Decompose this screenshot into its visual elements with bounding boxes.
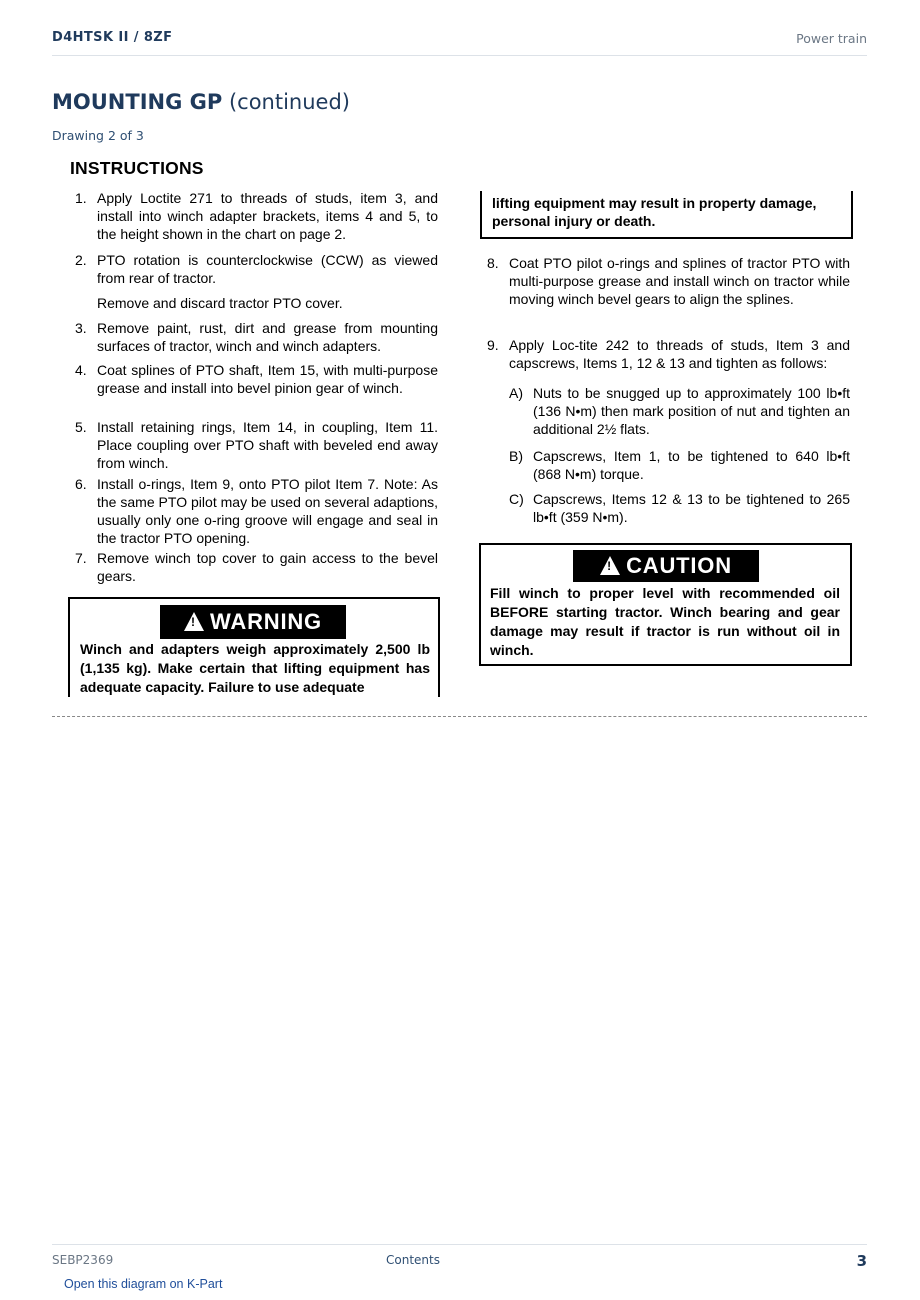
header-divider: [52, 55, 867, 56]
instruction-substep: [509, 384, 850, 438]
substep-letter: A): [509, 385, 523, 401]
caution-banner: [573, 550, 759, 582]
step-text: Install o-rings, Item 9, onto PTO pilot Item 7. Note: As the same PTO pilot may be used on several adaptions, usually only one o-ring groove will engage and seal in the tractor PTO opening.: [97, 476, 438, 546]
warning-text: Winch and adapters weigh approximately 2,500 lb (1,135 kg). Make certain that lifting equipment has adequate capacity. Failure to use adequate: [80, 641, 430, 695]
step-text: PTO rotation is counterclockwise (CCW) as viewed from rear of tractor.: [97, 252, 438, 286]
instruction-substep: [509, 447, 850, 483]
instruction-step: [75, 549, 438, 585]
instruction-step: [487, 254, 850, 308]
caution-label: CAUTION: [626, 553, 732, 578]
warning-text-continued: lifting equipment may result in property damage, personal injury or death.: [492, 195, 817, 229]
footer-divider: [52, 1244, 867, 1245]
instruction-step: [75, 361, 438, 397]
substep-text: Capscrews, Item 1, to be tightened to 640 lb•ft (868 N•m) torque.: [533, 448, 850, 482]
caution-triangle-icon: [600, 556, 620, 575]
open-diagram-link[interactable]: Open this diagram on K-Part: [64, 1277, 223, 1291]
instruction-step: [75, 475, 438, 547]
step-text: Remove paint, rust, dirt and grease from mounting surfaces of tractor, winch and winch adapters.: [97, 320, 438, 354]
instruction-step: [75, 189, 438, 243]
contents-link[interactable]: Contents: [386, 1253, 440, 1267]
step-number: 7.: [75, 550, 87, 566]
substep-text: Nuts to be snugged up to approximately 100 lb•ft (136 N•m) then mark position of nut and tighten an additional 2½ flats.: [533, 385, 850, 437]
step-text: Remove and discard tractor PTO cover.: [97, 295, 343, 311]
step-number: 1.: [75, 190, 87, 206]
warning-banner: [160, 605, 346, 639]
substep-letter: C): [509, 491, 524, 507]
step-number: 8.: [487, 255, 499, 271]
substep-letter: B): [509, 448, 523, 464]
warning-triangle-icon: [184, 612, 204, 631]
substep-text: Capscrews, Items 12 & 13 to be tightened to 265 lb•ft (359 N•m).: [533, 491, 850, 525]
instruction-step: [75, 251, 438, 287]
step-text: Apply Loc-tite 242 to threads of studs, Item 3 and capscrews, Items 1, 12 & 13 and tighten as follows:: [509, 337, 850, 371]
step-text: Coat PTO pilot o-rings and splines of tractor PTO with multi-purpose grease and install winch on tractor while moving winch bevel gears to align the splines.: [509, 255, 850, 307]
step-number: 5.: [75, 419, 87, 435]
instruction-step: [487, 336, 850, 372]
step-text: Remove winch top cover to gain access to the bevel gears.: [97, 550, 438, 584]
document-id: SEBP2369: [52, 1253, 114, 1267]
step-number: 3.: [75, 320, 87, 336]
page-title-main: MOUNTING GP: [52, 90, 223, 114]
step-text: Apply Loctite 271 to threads of studs, item 3, and install into winch adapter brackets, items 4 and 5, to the height shown in the chart on page 2.: [97, 190, 438, 242]
instructions-heading: INSTRUCTIONS: [70, 158, 204, 178]
section-name: Power train: [796, 31, 867, 46]
instruction-step: [75, 319, 438, 355]
caution-text: Fill winch to proper level with recommended oil BEFORE starting tractor. Winch bearing and gear damage may result if tractor is run without oil in winch.: [490, 585, 840, 658]
instruction-step: [75, 418, 438, 472]
step-number: 9.: [487, 337, 499, 353]
scan-edge-divider: [52, 716, 867, 717]
instruction-substep: [509, 490, 850, 526]
drawing-label: Drawing 2 of 3: [52, 128, 144, 143]
step-text: Install retaining rings, Item 14, in coupling, Item 11. Place coupling over PTO shaft with beveled end away from winch.: [97, 419, 438, 471]
instruction-step: [97, 294, 438, 312]
page-number: 3: [856, 1252, 867, 1270]
step-number: 6.: [75, 476, 87, 492]
page-title: [52, 90, 350, 114]
step-number: 2.: [75, 252, 87, 268]
document-model-header: D4HTSK II / 8ZF: [52, 30, 173, 45]
step-text: Coat splines of PTO shaft, Item 15, with multi-purpose grease and install into bevel pinion gear of winch.: [97, 362, 438, 396]
page-title-suffix: (continued): [228, 90, 350, 114]
step-number: 4.: [75, 362, 87, 378]
warning-label: WARNING: [210, 609, 322, 634]
